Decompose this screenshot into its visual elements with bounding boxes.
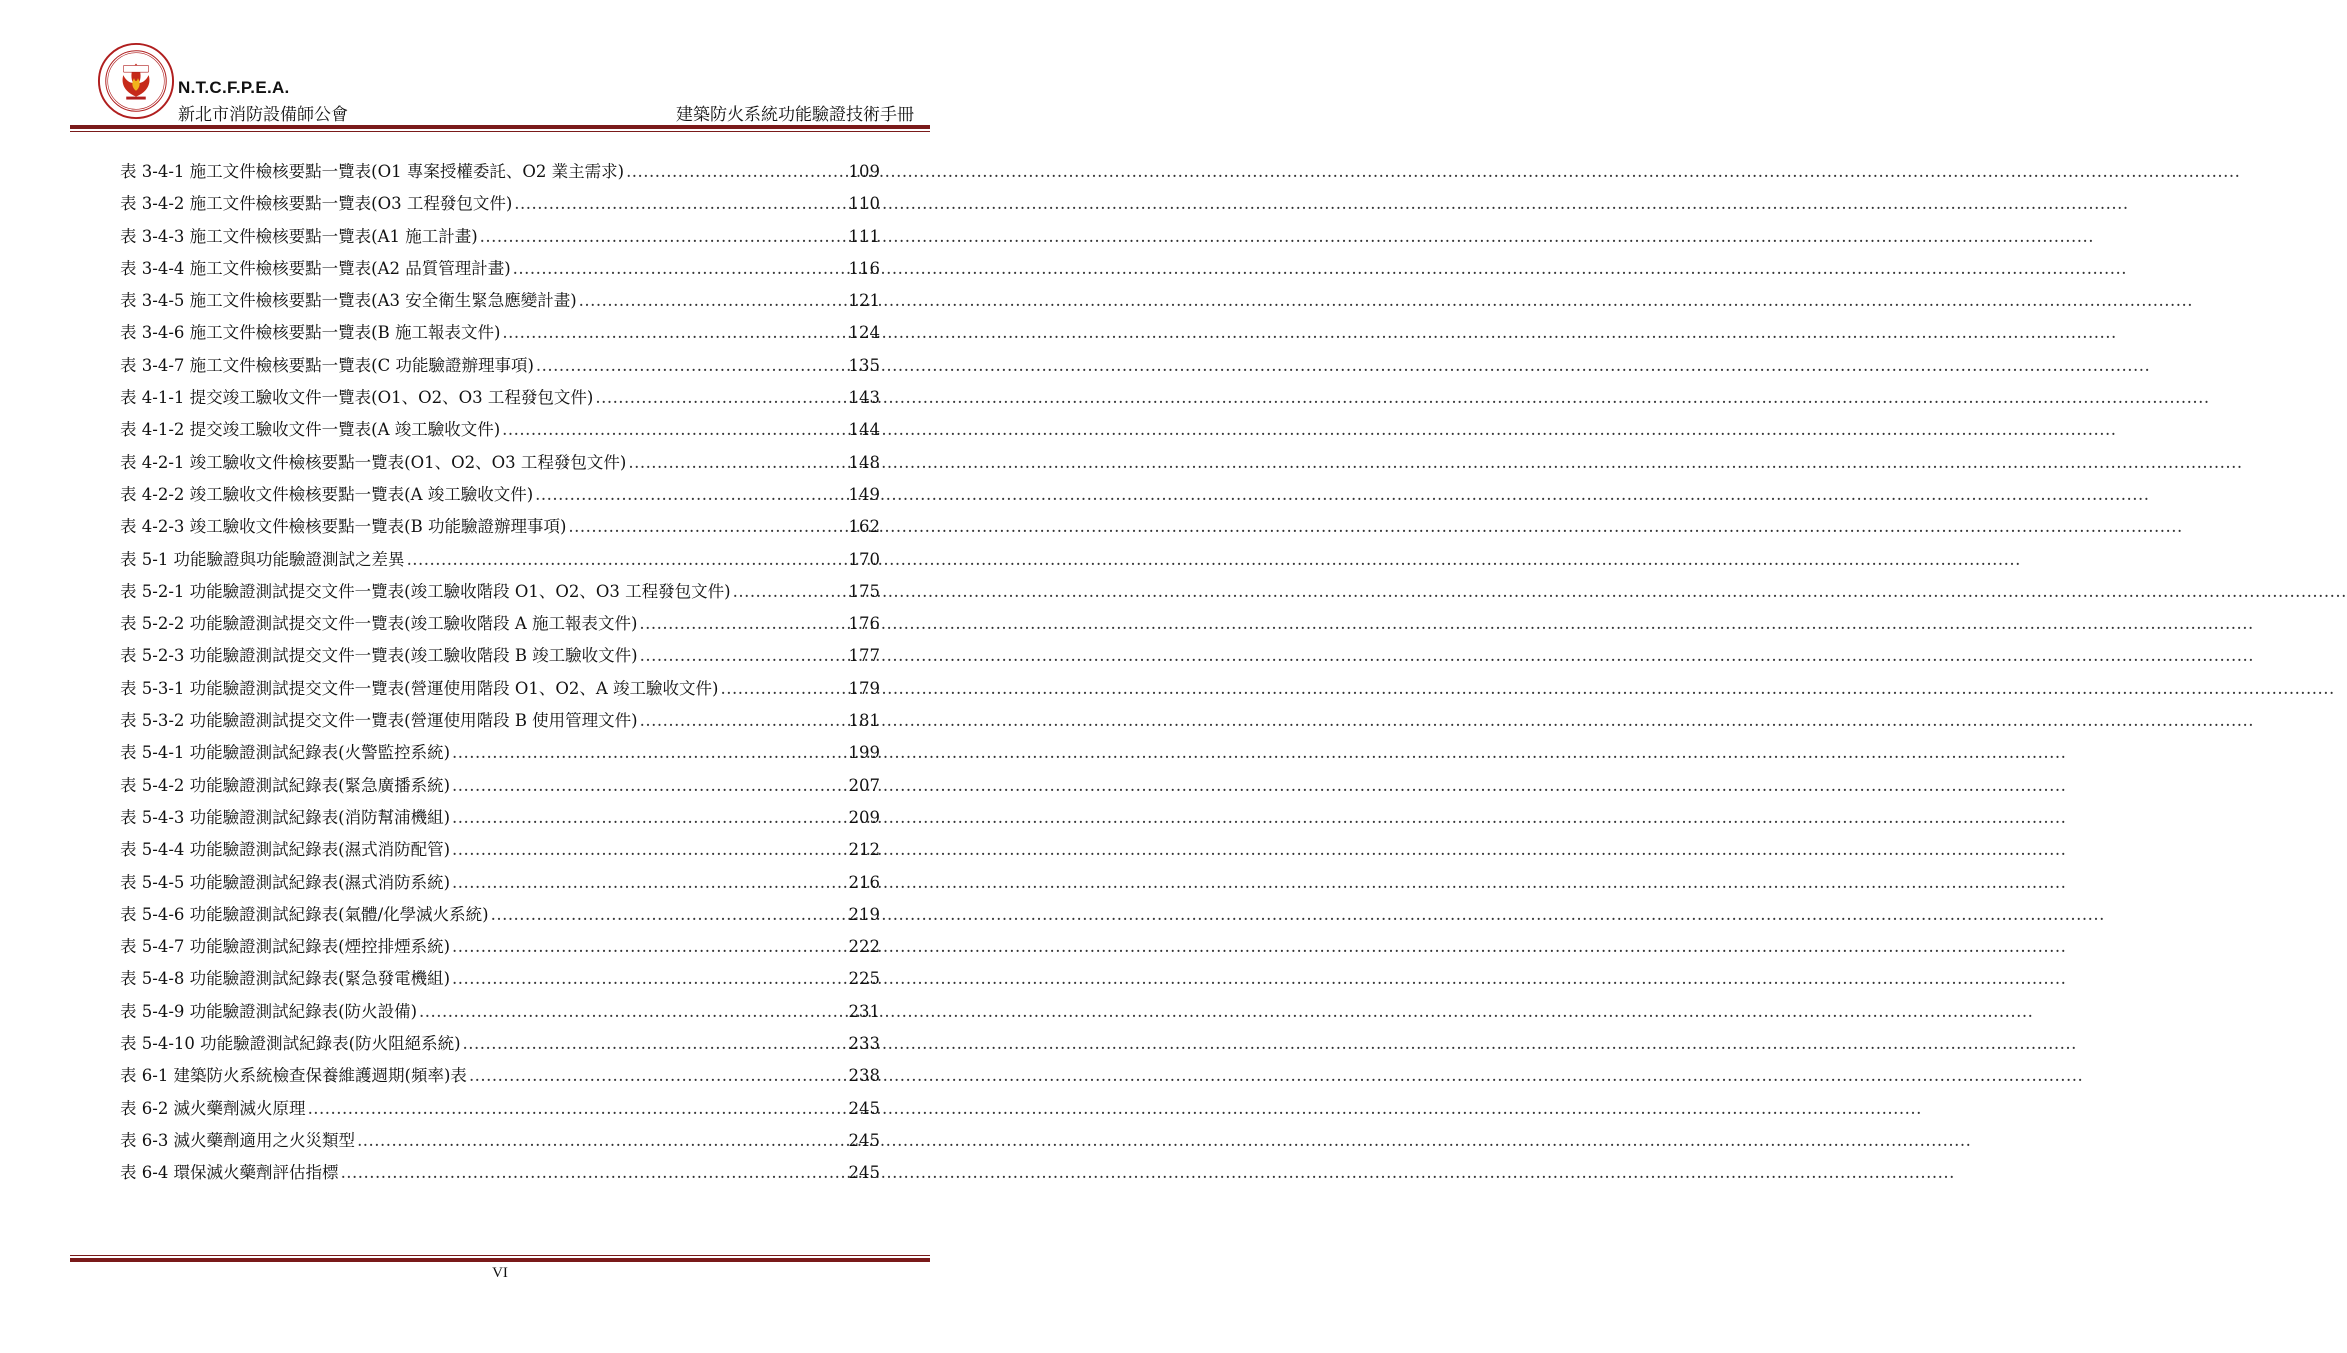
association-logo-icon xyxy=(97,42,175,120)
toc-entry-page: 207 xyxy=(848,775,880,795)
toc-dot-leader xyxy=(452,802,846,834)
toc-dot-leader xyxy=(579,285,847,317)
toc-dot-leader xyxy=(568,511,846,543)
toc-entry-page: 199 xyxy=(848,743,880,763)
toc-entry-title: 表 5-2-3 功能驗證測試提交文件一覽表(竣工驗收階段 B 竣工驗收文件) xyxy=(120,646,638,666)
toc-entry[interactable] xyxy=(120,479,880,511)
org-name: 新北市消防設備師公會 xyxy=(178,105,348,125)
toc-entry-title: 表 3-4-6 施工文件檢核要點一覽表(B 施工報表文件) xyxy=(120,323,501,343)
toc-dot-leader xyxy=(502,414,846,446)
toc-dot-leader xyxy=(536,350,847,382)
toc-entry-title: 表 6-3 滅火藥劑適用之火災類型 xyxy=(120,1130,356,1150)
toc-entry-title: 表 5-1 功能驗證與功能驗證測試之差異 xyxy=(120,549,405,569)
toc-entry[interactable] xyxy=(120,640,880,672)
toc-entry-title: 表 5-4-4 功能驗證測試紀錄表(濕式消防配管) xyxy=(120,840,451,860)
toc-dot-leader xyxy=(628,447,846,479)
toc-entry[interactable] xyxy=(120,931,880,963)
toc-entry-title: 表 5-4-9 功能驗證測試紀錄表(防火設備) xyxy=(120,1001,418,1021)
toc-entry-page: 143 xyxy=(848,388,880,408)
toc-entry-page: 144 xyxy=(848,420,880,440)
toc-entry-title: 表 6-4 環保滅火藥劑評估指標 xyxy=(120,1163,339,1183)
toc-dot-leader xyxy=(639,608,846,640)
toc-dot-leader xyxy=(463,1028,847,1060)
toc-entry[interactable] xyxy=(120,188,880,220)
toc-entry-title: 表 3-4-4 施工文件檢核要點一覽表(A2 品質管理計畫) xyxy=(120,258,511,278)
toc-entry-title: 表 4-1-1 提交竣工驗收文件一覽表(O1、O2、O3 工程發包文件) xyxy=(120,388,594,408)
toc-entry[interactable] xyxy=(120,899,880,931)
toc-entry-page: 121 xyxy=(848,291,880,311)
toc-entry-page: 110 xyxy=(848,194,880,214)
toc-entry-page: 225 xyxy=(848,969,880,989)
header-rule-thin xyxy=(70,131,930,132)
toc-dot-leader xyxy=(469,1060,847,1092)
toc-dot-leader xyxy=(452,737,846,769)
toc-dot-leader xyxy=(452,931,846,963)
toc-entry-page: 209 xyxy=(848,807,880,827)
toc-entry-page: 233 xyxy=(848,1034,880,1054)
toc-entry-page: 116 xyxy=(848,258,880,278)
toc-dot-leader xyxy=(502,317,846,349)
toc-entry-title: 表 4-1-2 提交竣工驗收文件一覽表(A 竣工驗收文件) xyxy=(120,420,501,440)
toc-dot-leader xyxy=(480,221,847,253)
toc-entry[interactable] xyxy=(120,382,880,414)
toc-entry-page: 212 xyxy=(848,840,880,860)
toc-entry-page: 216 xyxy=(848,872,880,892)
toc-dot-leader xyxy=(720,673,846,705)
toc-dot-leader xyxy=(452,963,846,995)
page-header xyxy=(0,0,1000,135)
toc-entry-page: 245 xyxy=(848,1163,880,1183)
footer-rule-thin xyxy=(70,1255,930,1256)
toc-entry[interactable] xyxy=(120,156,880,188)
toc-entry[interactable] xyxy=(120,963,880,995)
toc-entry-page: 162 xyxy=(848,517,880,537)
toc-dot-leader xyxy=(419,996,846,1028)
toc-entry-page: 109 xyxy=(848,162,880,181)
toc-dot-leader xyxy=(513,253,847,285)
toc-entry-title: 表 4-2-1 竣工驗收文件檢核要點一覽表(O1、O2、O3 工程發包文件) xyxy=(120,452,627,472)
org-abbreviation: N.T.C.F.P.E.A. xyxy=(178,78,290,97)
toc-entry-title: 表 5-3-2 功能驗證測試提交文件一覽表(營運使用階段 B 使用管理文件) xyxy=(120,711,638,731)
toc-entry[interactable] xyxy=(120,544,880,576)
toc-entry-title: 表 3-4-5 施工文件檢核要點一覽表(A3 安全衛生緊急應變計畫) xyxy=(120,291,577,311)
toc-entry-page: 175 xyxy=(848,581,880,601)
toc-entry-title: 表 5-2-2 功能驗證測試提交文件一覽表(竣工驗收階段 A 施工報表文件) xyxy=(120,614,638,634)
toc-entry[interactable] xyxy=(120,414,880,446)
toc-entry-page: 176 xyxy=(848,614,880,634)
toc-entry-page: 179 xyxy=(848,678,880,698)
toc-entry-title: 表 3-4-2 施工文件檢核要點一覽表(O3 工程發包文件) xyxy=(120,194,513,214)
toc-dot-leader xyxy=(341,1157,847,1189)
toc-entry[interactable] xyxy=(120,447,880,479)
toc-dot-leader xyxy=(308,1093,847,1125)
toc-entry[interactable] xyxy=(120,802,880,834)
toc-entry-title: 表 5-2-1 功能驗證測試提交文件一覽表(竣工驗收階段 O1、O2、O3 工程發包文件) xyxy=(120,581,731,601)
toc-dot-leader xyxy=(535,479,846,511)
toc-entry[interactable] xyxy=(120,317,880,349)
toc-entry-page: 148 xyxy=(848,452,880,472)
toc-entry-page: 135 xyxy=(848,355,880,375)
toc-entry-title: 表 3-4-3 施工文件檢核要點一覽表(A1 施工計畫) xyxy=(120,226,478,246)
toc-entry-title: 表 5-4-5 功能驗證測試紀錄表(濕式消防系統) xyxy=(120,872,451,892)
header-rule xyxy=(70,125,930,129)
toc-entry-page: 181 xyxy=(848,711,880,731)
toc-entry[interactable] xyxy=(120,1125,880,1157)
toc-entry-title: 表 5-3-1 功能驗證測試提交文件一覽表(營運使用階段 O1、O2、A 竣工驗收文件) xyxy=(120,678,719,698)
toc-entry[interactable] xyxy=(120,770,880,802)
toc-entry[interactable] xyxy=(120,1060,880,1092)
toc-entry[interactable] xyxy=(120,350,880,382)
toc-entry[interactable] xyxy=(120,737,880,769)
toc-dot-leader xyxy=(514,188,846,220)
toc-entry[interactable] xyxy=(120,996,880,1028)
toc-entry-title: 表 5-4-1 功能驗證測試紀錄表(火警監控系統) xyxy=(120,743,451,763)
toc-entry[interactable] xyxy=(120,1157,880,1189)
toc-dot-leader xyxy=(640,705,847,737)
toc-entry[interactable] xyxy=(120,867,880,899)
page-number: VI xyxy=(492,1265,508,1281)
toc-entry[interactable] xyxy=(120,705,880,737)
toc-dot-leader xyxy=(733,576,847,608)
toc-dot-leader xyxy=(452,834,846,866)
toc-entry-page: 170 xyxy=(848,549,880,569)
toc-entry-page: 149 xyxy=(848,484,880,504)
toc-entry[interactable] xyxy=(120,608,880,640)
toc-entry-title: 表 5-4-8 功能驗證測試紀錄表(緊急發電機組) xyxy=(120,969,451,989)
toc-entry-page: 231 xyxy=(848,1001,880,1021)
toc-entry-title: 表 4-2-2 竣工驗收文件檢核要點一覽表(A 竣工驗收文件) xyxy=(120,484,534,504)
toc-entry-title: 表 5-4-10 功能驗證測試紀錄表(防火阻絕系統) xyxy=(120,1034,461,1054)
toc-entry-page: 177 xyxy=(848,646,880,666)
toc-entry[interactable] xyxy=(120,221,880,253)
toc-entry-page: 245 xyxy=(848,1130,880,1150)
toc-entry-title: 表 6-2 滅火藥劑滅火原理 xyxy=(120,1098,306,1118)
toc-entry-page: 219 xyxy=(848,904,880,924)
book-title: 建築防火系統功能驗證技術手冊 xyxy=(676,105,914,125)
toc-entry-title: 表 5-4-6 功能驗證測試紀錄表(氣體/化學滅火系統) xyxy=(120,904,489,924)
toc-entry-title: 表 5-4-7 功能驗證測試紀錄表(煙控排煙系統) xyxy=(120,937,451,957)
toc-entry[interactable] xyxy=(120,511,880,543)
toc-entry-title: 表 3-4-1 施工文件檢核要點一覽表(O1 專案授權委託、O2 業主需求) xyxy=(120,162,625,181)
toc-entry-title: 表 5-4-3 功能驗證測試紀錄表(消防幫浦機組) xyxy=(120,807,451,827)
toc-dot-leader xyxy=(452,770,846,802)
toc-entry[interactable] xyxy=(120,576,880,608)
toc-entry-title: 表 5-4-2 功能驗證測試紀錄表(緊急廣播系統) xyxy=(120,775,451,795)
toc-entry-title: 表 4-2-3 竣工驗收文件檢核要點一覽表(B 功能驗證辦理事項) xyxy=(120,517,567,537)
toc-dot-leader xyxy=(357,1125,846,1157)
toc-entry-page: 111 xyxy=(848,226,880,246)
toc-entry-page: 124 xyxy=(848,323,880,343)
toc-dot-leader xyxy=(452,867,846,899)
toc-dot-leader xyxy=(640,640,847,672)
toc-dot-leader xyxy=(407,544,847,576)
toc-entry[interactable] xyxy=(120,673,880,705)
toc-entry-page: 222 xyxy=(848,937,880,957)
toc-entry[interactable] xyxy=(120,834,880,866)
toc-entry[interactable] xyxy=(120,253,880,285)
toc-entry[interactable] xyxy=(120,1093,880,1125)
toc-entry-page: 238 xyxy=(848,1066,880,1086)
footer-rule xyxy=(70,1258,930,1262)
toc-dot-leader xyxy=(595,382,846,414)
toc-entry-title: 表 6-1 建築防火系統檢查保養維護週期(頻率)表 xyxy=(120,1066,467,1086)
table-of-tables xyxy=(120,156,880,1190)
toc-dot-leader xyxy=(626,156,846,188)
toc-entry[interactable] xyxy=(120,285,880,317)
toc-entry-title: 表 3-4-7 施工文件檢核要點一覽表(C 功能驗證辦理事項) xyxy=(120,355,534,375)
toc-entry-page: 245 xyxy=(848,1098,880,1118)
toc-dot-leader xyxy=(491,899,847,931)
toc-entry[interactable] xyxy=(120,1028,880,1060)
